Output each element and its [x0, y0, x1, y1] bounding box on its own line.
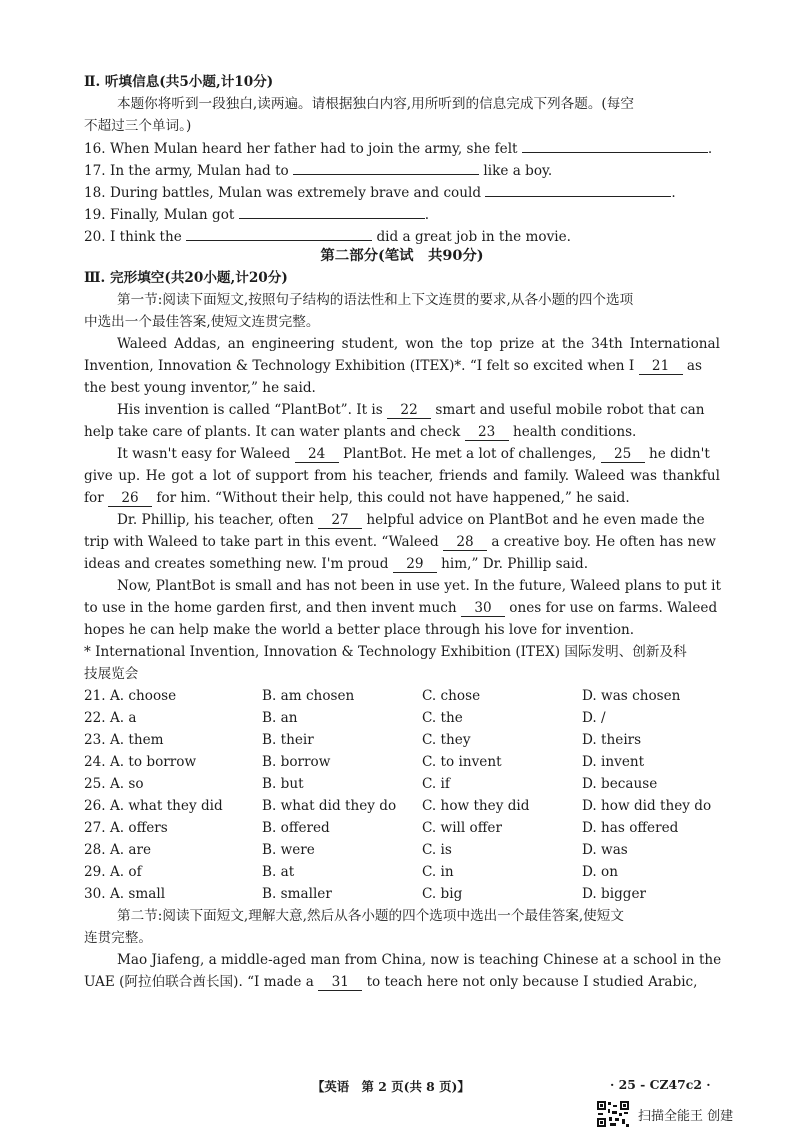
passage2-line: Mao Jiafeng, a middle-aged man from China, now is teaching Chinese at a school in the [117, 952, 722, 968]
option-c[interactable]: C. to invent [422, 754, 502, 770]
passage-line: Invention, Innovation & Technology Exhibition (ITEX)*. “I felt so excited when I 21 as [84, 358, 702, 374]
option-b[interactable]: B. their [262, 732, 314, 748]
option-b[interactable]: B. offered [262, 820, 330, 836]
question-20: 20. I think the did a great job in the movie. [84, 224, 720, 248]
option-a[interactable]: 27. A. offers [84, 820, 168, 836]
option-c[interactable]: C. they [422, 732, 471, 748]
option-a[interactable]: 21. A. choose [84, 688, 177, 704]
scanner-credit: 扫描全能王 创建 [638, 1108, 734, 1124]
exam-code: · 25 - CZ47c2 · [610, 1077, 711, 1092]
page-number-label: 【英语 第 2 页(共 8 页)】 [312, 1079, 470, 1094]
passage2-line: UAE (阿拉伯联合酋长国). “I made a 31 to teach here not only because I studied Arabic, [84, 974, 698, 990]
option-c[interactable]: C. big [422, 886, 463, 902]
passage-line: give up. He got a lot of support from his teacher, friends and family. Waleed was thankful [84, 468, 720, 484]
option-d[interactable]: D. was [582, 842, 628, 858]
option-b[interactable]: B. smaller [262, 886, 332, 902]
section3-instructions-cont: 中选出一个最佳答案,使短文连贯完整。 [84, 314, 320, 330]
option-c[interactable]: C. in [422, 864, 454, 880]
option-a[interactable]: 24. A. to borrow [84, 754, 197, 770]
passage-line: ideas and creates something new. I'm proud 29 him,” Dr. Phillip said. [84, 556, 589, 572]
option-a[interactable]: 30. A. small [84, 886, 166, 902]
option-a[interactable]: 25. A. so [84, 776, 144, 792]
option-d[interactable]: D. was chosen [582, 688, 681, 704]
cloze-blank-28[interactable]: 28 [443, 534, 487, 551]
passage-line: Now, PlantBot is small and has not been in use yet. In the future, Waleed plans to put it [117, 578, 721, 594]
passage-line: for 26 for him. “Without their help, this could not have happened,” he said. [84, 490, 630, 506]
passage-line: Waleed Addas, an engineering student, won the top prize at the 34th International [117, 336, 720, 352]
section2-instructions-cont: 不超过三个单词。) [84, 118, 192, 134]
question-16: 16. When Mulan heard her father had to join the army, she felt . [84, 136, 720, 160]
section3-instructions: 第一节:阅读下面短文,按照句子结构的语法性和上下文连贯的要求,从各小题的四个选项 [117, 292, 634, 308]
option-d[interactable]: D. / [582, 710, 606, 726]
section2-title: Ⅱ. 听填信息(共5小题,计10分) [84, 74, 274, 90]
option-c[interactable]: C. how they did [422, 798, 530, 814]
option-b[interactable]: B. what did they do [262, 798, 397, 814]
option-d[interactable]: D. because [582, 776, 658, 792]
section3-title: Ⅲ. 完形填空(共20小题,计20分) [84, 270, 288, 286]
option-d[interactable]: D. has offered [582, 820, 679, 836]
cloze-blank-22[interactable]: 22 [387, 402, 431, 419]
option-b[interactable]: B. am chosen [262, 688, 355, 704]
cloze-blank-30[interactable]: 30 [461, 600, 505, 617]
cloze-blank-29[interactable]: 29 [393, 556, 437, 573]
answer-blank-17[interactable] [293, 158, 479, 175]
section2-instructions: 本题你将听到一段独白,读两遍。请根据独白内容,用所听到的信息完成下列各题。(每空 [117, 96, 634, 112]
cloze-blank-27[interactable]: 27 [318, 512, 362, 529]
answer-blank-20[interactable] [186, 224, 372, 241]
passage-line: help take care of plants. It can water plants and check 23 health conditions. [84, 424, 637, 440]
section3-part2-instructions: 第二节:阅读下面短文,理解大意,然后从各小题的四个选项中选出一个最佳答案,使短文 [117, 908, 624, 924]
option-b[interactable]: B. were [262, 842, 315, 858]
cloze-blank-26[interactable]: 26 [108, 490, 152, 507]
section3-part2-instructions-cont: 连贯完整。 [84, 930, 152, 946]
question-19: 19. Finally, Mulan got . [84, 202, 720, 226]
option-a[interactable]: 22. A. a [84, 710, 137, 726]
cloze-blank-31[interactable]: 31 [318, 974, 362, 991]
option-b[interactable]: B. but [262, 776, 304, 792]
question-17: 17. In the army, Mulan had to like a boy. [84, 158, 720, 182]
option-b[interactable]: B. borrow [262, 754, 331, 770]
option-c[interactable]: C. will offer [422, 820, 502, 836]
part2-title: 第二部分(笔试 共90分) [320, 247, 484, 264]
answer-blank-16[interactable] [522, 136, 708, 153]
passage-line: trip with Waleed to take part in this event. “Waleed 28 a creative boy. He often has new [84, 534, 716, 550]
question-18: 18. During battles, Mulan was extremely brave and could . [84, 180, 720, 204]
option-c[interactable]: C. is [422, 842, 452, 858]
option-d[interactable]: D. how did they do [582, 798, 712, 814]
cloze-blank-23[interactable]: 23 [465, 424, 509, 441]
option-c[interactable]: C. the [422, 710, 463, 726]
option-a[interactable]: 29. A. of [84, 864, 142, 880]
passage-line: It wasn't easy for Waleed 24 PlantBot. He met a lot of challenges, 25 he didn't [117, 446, 710, 462]
passage-line: Dr. Phillip, his teacher, often 27 helpful advice on PlantBot and he even made the [117, 512, 705, 528]
option-c[interactable]: C. chose [422, 688, 481, 704]
option-a[interactable]: 26. A. what they did [84, 798, 223, 814]
option-d[interactable]: D. theirs [582, 732, 642, 748]
passage-line: to use in the home garden first, and then invent much 30 ones for use on farms. Waleed [84, 600, 718, 616]
footnote: * International Invention, Innovation & Technology Exhibition (ITEX) 国际发明、创新及科 [84, 644, 687, 660]
cloze-blank-24[interactable]: 24 [295, 446, 339, 463]
option-d[interactable]: D. bigger [582, 886, 647, 902]
answer-blank-19[interactable] [239, 202, 425, 219]
option-d[interactable]: D. on [582, 864, 618, 880]
option-a[interactable]: 23. A. them [84, 732, 164, 748]
passage-line: His invention is called “PlantBot”. It is 22 smart and useful mobile robot that can [117, 402, 705, 418]
cloze-blank-25[interactable]: 25 [601, 446, 645, 463]
passage-line: hopes he can help make the world a better place through his love for invention. [84, 622, 635, 638]
option-a[interactable]: 28. A. are [84, 842, 152, 858]
option-b[interactable]: B. an [262, 710, 298, 726]
option-c[interactable]: C. if [422, 776, 450, 792]
passage-line: the best young inventor,” he said. [84, 380, 316, 396]
option-b[interactable]: B. at [262, 864, 295, 880]
option-d[interactable]: D. invent [582, 754, 645, 770]
footnote-cont: 技展览会 [84, 666, 139, 682]
cloze-blank-21[interactable]: 21 [639, 358, 683, 375]
answer-blank-18[interactable] [485, 180, 671, 197]
